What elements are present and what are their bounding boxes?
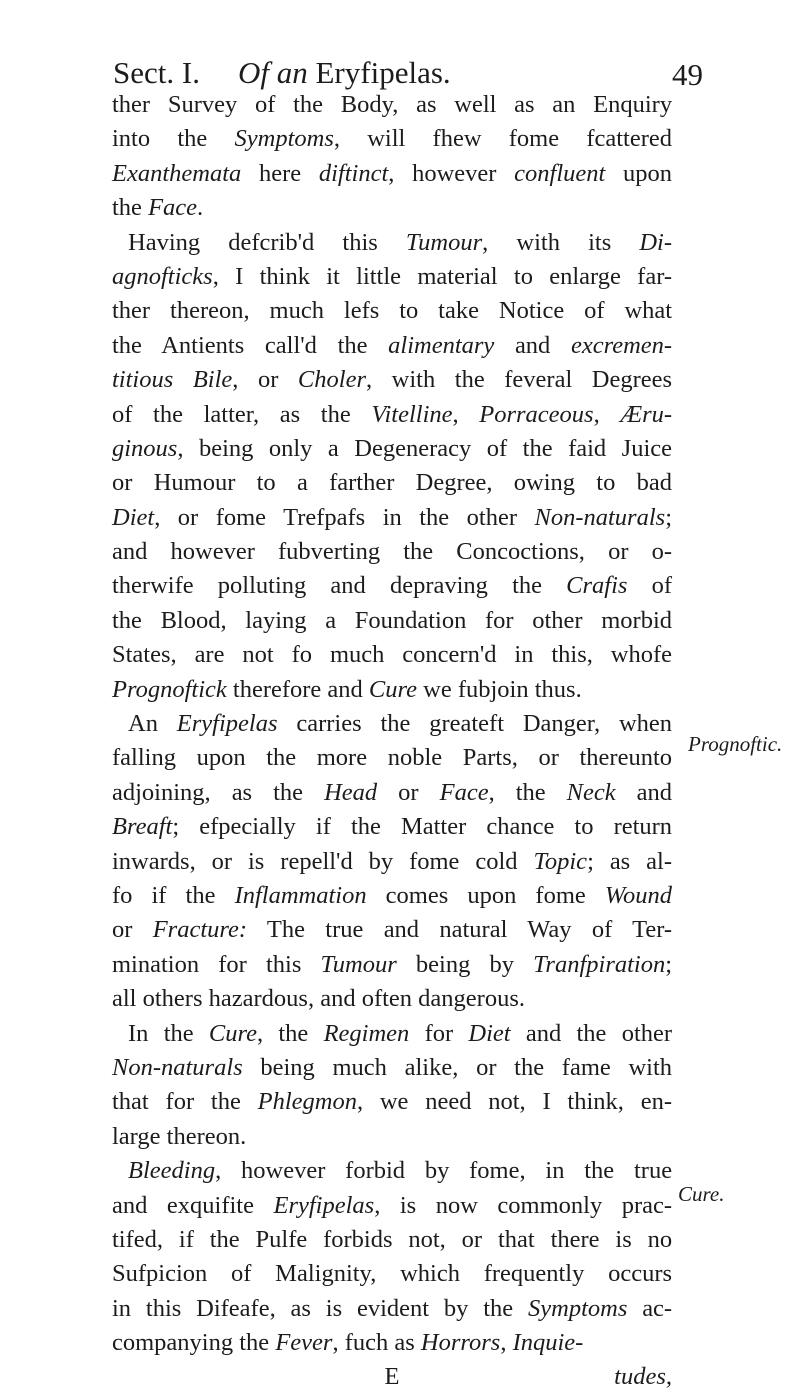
body-text xyxy=(112,88,672,1395)
text-line: all others hazardous, and often dangerous. xyxy=(112,985,525,1013)
running-title-main: Eryfipelas. xyxy=(315,55,451,90)
text-line: An Eryfipelas carries the greateft Danger, when xyxy=(128,710,673,738)
text-line: therwife polluting and depraving the Crafis of xyxy=(112,572,673,600)
text-line: agnofticks, I think it little material to enlarge far- xyxy=(112,262,673,290)
text-line: companying the Fever, fuch as Horrors, Inquie- xyxy=(112,1329,584,1357)
text-line: or Humour to a farther Degree, owing to bad xyxy=(112,469,672,497)
text-line: falling upon the more noble Parts, or thereunto xyxy=(112,744,673,772)
signature-mark: E xyxy=(384,1363,400,1391)
text-line: mination for this Tumour being by Tranfpiration; xyxy=(112,950,673,978)
catchword: tudes, xyxy=(614,1363,672,1391)
text-line: and exquifite Eryfipelas, is now commonly prac- xyxy=(112,1191,673,1219)
text-line: inwards, or is repell'd by fome cold Topic; as al- xyxy=(112,847,673,875)
text-line: in this Difeafe, as is evident by the Symptoms ac- xyxy=(112,1294,673,1322)
section-number: Sect. I. xyxy=(113,55,200,90)
text-line: the Antients call'd the alimentary and excremen- xyxy=(112,331,673,359)
text-line: tifed, if the Pulfe forbids not, or that there is no xyxy=(112,1225,673,1253)
text-line: of the latter, as the Vitelline, Porraceous, Æru- xyxy=(112,400,673,428)
text-line: into the Symptoms, will fhew fome fcattered xyxy=(112,125,672,153)
text-line: adjoining, as the Head or Face, the Neck and xyxy=(112,778,673,806)
text-line: ther Survey of the Body, as well as an Enquiry xyxy=(112,91,673,118)
page-number: 49 xyxy=(672,57,703,92)
text-line: Breaft; efpecially if the Matter chance to return xyxy=(112,813,673,841)
text-line: ther thereon, much lefs to take Notice of what xyxy=(112,297,673,325)
text-line: ginous, being only a Degeneracy of the faid Juice xyxy=(112,434,672,462)
text-line: Prognoftick therefore and Cure we fubjoin thus. xyxy=(112,675,582,703)
running-title-prefix: Of an xyxy=(238,55,308,90)
text-line: Sufpicion of Malignity, which frequently occurs xyxy=(112,1260,673,1288)
margin-note-prognostic: Prognoftic. xyxy=(688,732,783,756)
text-line: Non-naturals being much alike, or the fame with xyxy=(112,1053,673,1081)
catchline xyxy=(112,1360,672,1394)
running-title xyxy=(238,55,451,91)
text-line: titious Bile, or Choler, with the feveral Degrees xyxy=(112,366,673,394)
text-line: the Blood, laying a Foundation for other morbid xyxy=(112,606,673,634)
text-line: fo if the Inflammation comes upon fome Wound xyxy=(112,881,673,909)
text-line: and however fubverting the Concoctions, or o- xyxy=(112,538,673,566)
text-line: States, are not fo much concern'd in this, whofe xyxy=(112,641,673,669)
text-line: In the Cure, the Regimen for Diet and the other xyxy=(128,1019,673,1047)
text-line: Having defcrib'd this Tumour, with its Di- xyxy=(128,228,673,256)
margin-note-cure: Cure. xyxy=(678,1182,725,1206)
text-line: the Face. xyxy=(112,194,204,222)
text-line: Bleeding, however forbid by fome, in the true xyxy=(128,1157,673,1185)
text-line: Exanthemata here diftinct, however confluent upon xyxy=(112,159,673,187)
text-line: or Fracture: The true and natural Way of Ter- xyxy=(112,916,673,944)
text-line: that for the Phlegmon, we need not, I think, en- xyxy=(112,1088,672,1116)
text-line: Diet, or fome Trefpafs in the other Non-naturals; xyxy=(112,503,672,531)
text-line: large thereon. xyxy=(112,1122,247,1150)
